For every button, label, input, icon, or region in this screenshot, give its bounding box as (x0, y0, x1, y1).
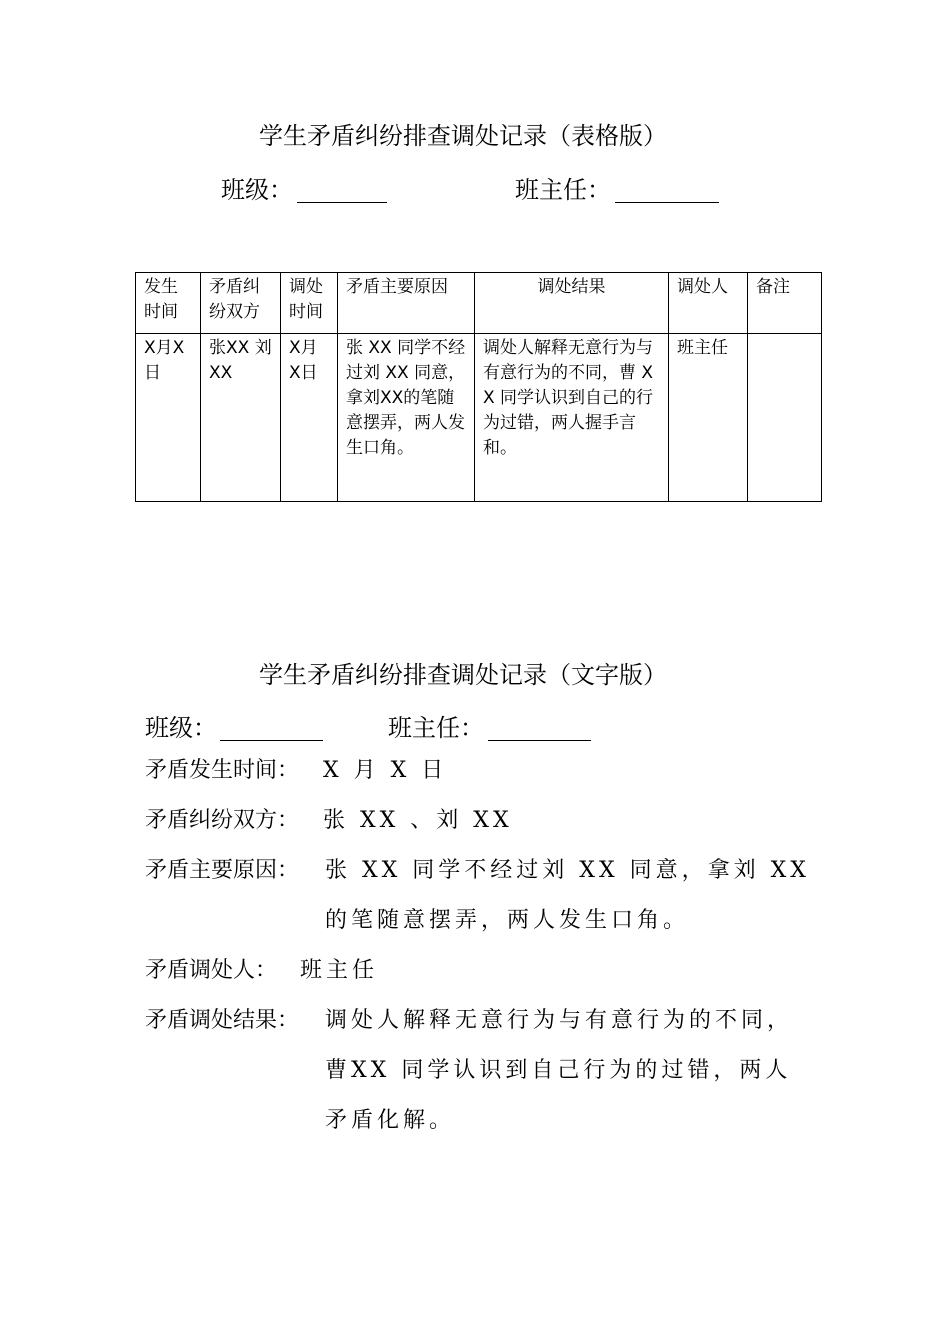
cell-occur-time: X月X日 (136, 334, 201, 502)
table-version-title: 学生矛盾纠纷排查调处记录（表格版） (259, 122, 667, 150)
cell-parties: 张XX 刘XX (201, 334, 281, 502)
teacher-label: 班主任： (515, 176, 611, 204)
reason-label: 矛盾主要原因： (145, 858, 300, 883)
result-label: 矛盾调处结果： (145, 1008, 300, 1033)
cell-reason: 张 XX 同学不经过刘 XX 同意，拿刘XX的笔随意摆弄，两人发生口角。 (338, 334, 475, 502)
cell-handler: 班主任 (669, 334, 748, 502)
table-header-row (136, 273, 822, 334)
reason-value: 张 XX 同学不经过刘 XX 同意，拿刘 XX 的笔随意摆弄，两人发生口角。 (325, 858, 810, 933)
handler-value: 班主任 (300, 958, 379, 983)
record-table (135, 272, 822, 502)
text-teacher-label: 班主任： (388, 714, 484, 742)
header-note: 备注 (748, 273, 822, 334)
class-label: 班级： (221, 176, 293, 204)
cell-handle-time: X月X日 (281, 334, 338, 502)
header-handler: 调处人 (669, 273, 748, 334)
cell-note (748, 334, 822, 502)
parties-value: 张 XX 、刘 XX (323, 808, 513, 833)
time-label: 矛盾发生时间： (145, 758, 300, 783)
teacher-blank (615, 178, 719, 203)
header-parties: 矛盾纠纷双方 (201, 273, 281, 334)
header-result: 调处结果 (475, 273, 669, 334)
parties-label: 矛盾纠纷双方： (145, 808, 300, 833)
handler-label: 矛盾调处人： (145, 958, 278, 983)
header-handle-time: 调处时间 (281, 273, 338, 334)
header-occur-time: 发生时间 (136, 273, 201, 334)
result-value: 调处人解释无意行为与有意行为的不同，曹XX 同学认识到自己行为的过错，两人矛盾化解。 (325, 1008, 794, 1133)
header-reason: 矛盾主要原因 (338, 273, 475, 334)
text-version-title: 学生矛盾纠纷排查调处记录（文字版） (259, 661, 667, 689)
text-class-blank (220, 716, 323, 741)
cell-result: 调处人解释无意行为与有意行为的不同，曹 XX 同学认识到自己的行为过错，两人握手言和。 (475, 334, 669, 502)
class-blank (297, 178, 387, 203)
text-class-label: 班级： (145, 714, 217, 742)
table-row (136, 334, 822, 502)
text-teacher-blank (488, 716, 591, 741)
time-value: X 月 X 日 (323, 758, 448, 783)
